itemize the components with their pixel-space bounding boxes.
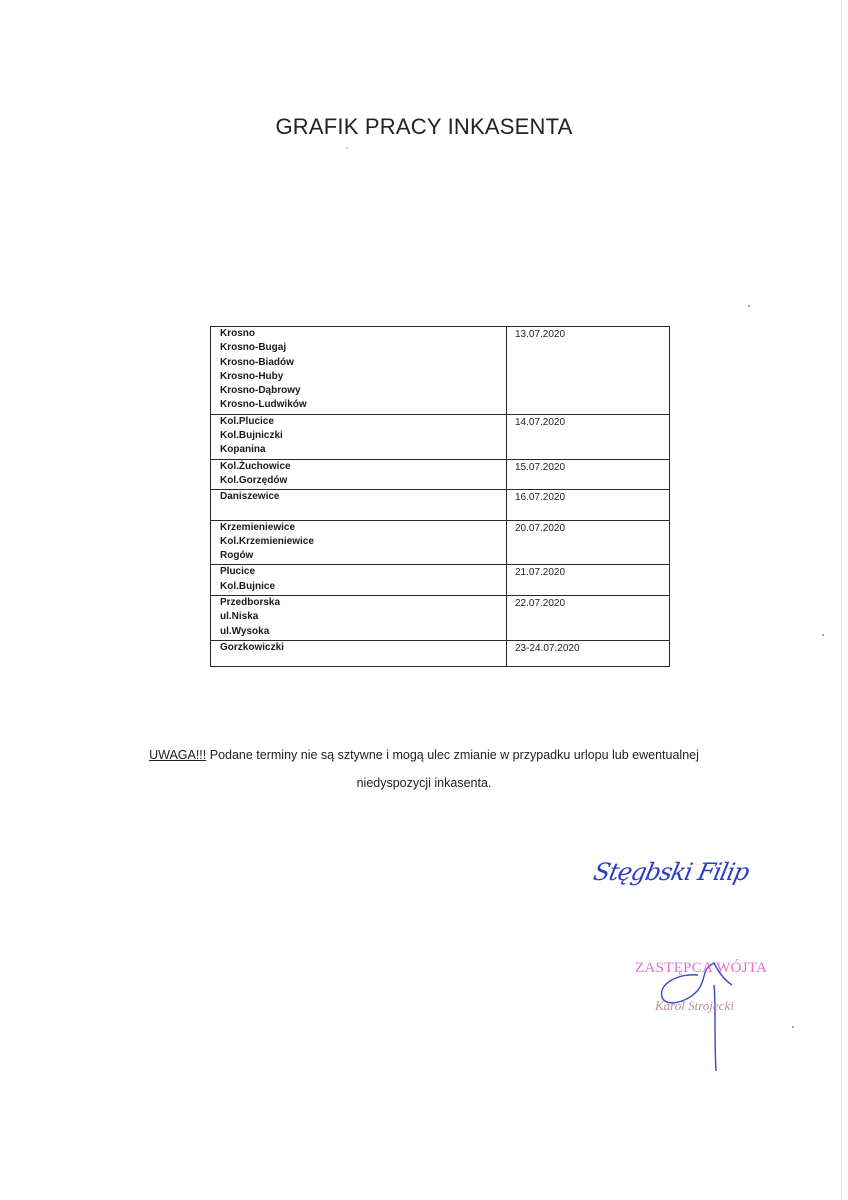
stamp-name: Karol Strojecki <box>655 998 734 1013</box>
place-name: Kopanina <box>220 444 266 456</box>
notice <box>0 741 848 797</box>
place-name: Plucice <box>220 566 256 578</box>
table-row <box>211 327 670 415</box>
date-cell: 22.07.2020 <box>507 596 670 641</box>
table-row <box>211 459 670 490</box>
table-row <box>211 596 670 641</box>
place-name: Kol.Gorzędów <box>220 474 288 486</box>
place-name: Krosno-Bugaj <box>220 342 287 354</box>
place-name: Przedborska <box>220 597 281 609</box>
table-row <box>211 414 670 459</box>
places-cell <box>211 596 507 641</box>
place-name: Kol.Plucice <box>220 415 274 427</box>
notice-line-2: niedyspozycji inkasenta. <box>356 776 492 790</box>
page-title: GRAFIK PRACY INKASENTA <box>275 114 573 139</box>
place-name: Krosno-Huby <box>220 370 284 382</box>
page-edge <box>841 0 842 1200</box>
place-name: Krosno-Biadów <box>220 356 294 368</box>
stamp-title: ZASTĘPCA WÓJTA <box>635 960 768 976</box>
places-cell <box>211 490 507 520</box>
date-cell: 14.07.2020 <box>507 414 670 459</box>
inkasent-signature: Stęgbski Filip <box>591 858 752 886</box>
place-name: Krzemieniewice <box>220 521 296 533</box>
date-cell: 15.07.2020 <box>507 459 670 490</box>
places-cell <box>211 459 507 490</box>
table-row <box>211 565 670 596</box>
date-cell: 21.07.2020 <box>507 565 670 596</box>
places-cell <box>211 520 507 565</box>
place-name: Krosno-Ludwików <box>220 399 307 411</box>
place-name: Krosno-Dąbrowy <box>220 385 301 397</box>
table-row <box>211 640 670 666</box>
place-name: Kol.Żuchowice <box>220 460 291 472</box>
table-row <box>211 490 670 520</box>
date-cell: 23-24.07.2020 <box>507 640 670 666</box>
blank-line <box>220 505 506 519</box>
place-name: Kol.Krzemieniewice <box>220 535 314 547</box>
place-name: Kol.Bujnice <box>220 580 276 592</box>
places-cell <box>211 640 507 666</box>
place-name: Kol.Bujniczki <box>220 430 283 442</box>
places-cell <box>211 565 507 596</box>
place-name: Daniszewice <box>220 491 280 503</box>
scan-speck <box>346 147 348 149</box>
scan-speck <box>792 1026 794 1028</box>
place-name: ul.Niska <box>220 611 259 623</box>
schedule-table <box>210 326 670 667</box>
notice-text: Podane terminy nie są sztywne i mogą ulec zmianie w przypadku urlopu lub ewentualnej <box>206 748 699 762</box>
places-cell <box>211 414 507 459</box>
place-name: Gorzkowiczki <box>220 641 284 653</box>
place-name: Rogów <box>220 550 254 562</box>
date-cell: 13.07.2020 <box>507 327 670 415</box>
scan-speck <box>748 305 750 307</box>
scan-speck <box>822 634 824 636</box>
warning-label: UWAGA!!! <box>149 748 207 762</box>
date-cell: 16.07.2020 <box>507 490 670 520</box>
date-cell: 20.07.2020 <box>507 520 670 565</box>
place-name: ul.Wysoka <box>220 625 270 637</box>
places-cell <box>211 327 507 415</box>
table-row <box>211 520 670 565</box>
notice-line-1 <box>0 741 848 769</box>
place-name: Krosno <box>220 328 255 339</box>
